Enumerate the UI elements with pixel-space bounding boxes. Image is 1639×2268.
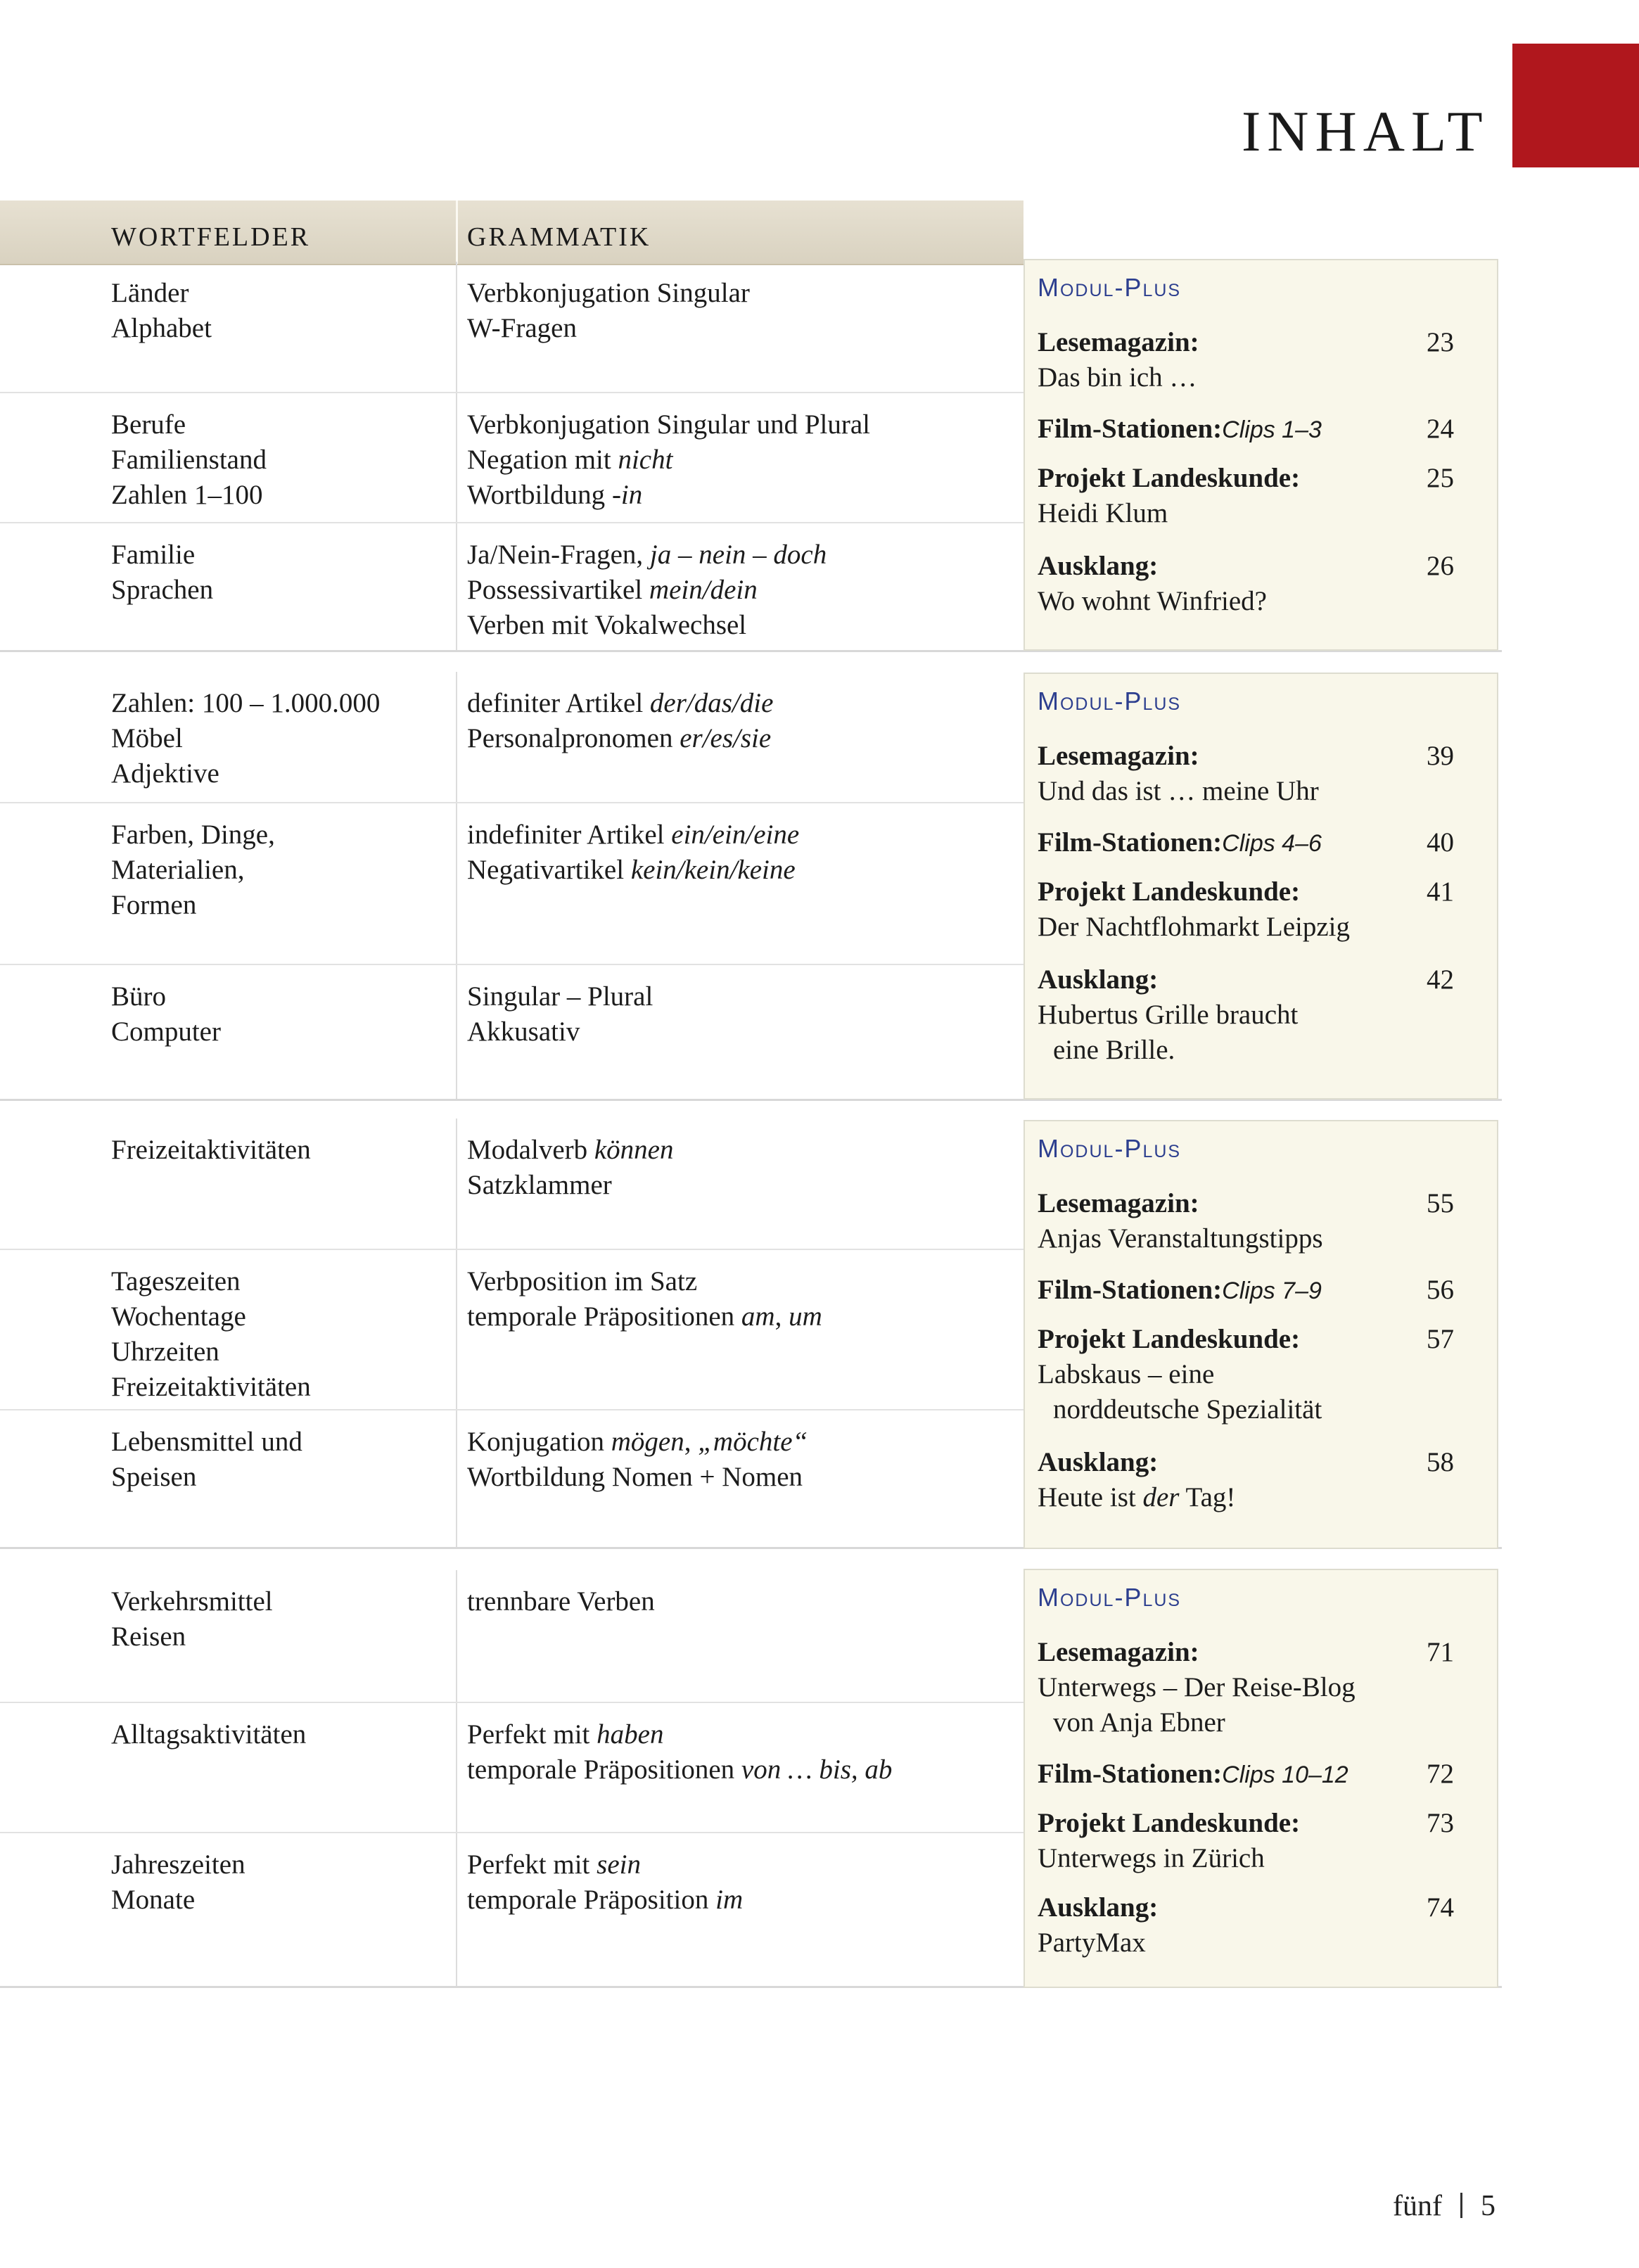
- grammatik-cell: [467, 1264, 1023, 1334]
- wortfeld-item: Jahreszeiten: [111, 1849, 245, 1880]
- grammatik-item: [467, 686, 1023, 721]
- wortfeld-item: Wochentage: [111, 1301, 246, 1332]
- grammatik-cell: [467, 1584, 1023, 1619]
- wortfeld-item: Lebensmittel und: [111, 1427, 302, 1457]
- table-row: [0, 1119, 1023, 1249]
- grammatik-item: Singular – Plural: [467, 981, 653, 1012]
- grammatik-item: [467, 1882, 1023, 1918]
- text-part: Modalverb: [467, 1135, 594, 1165]
- page-title: INHALT: [1242, 99, 1489, 163]
- wortfeld-item: Uhrzeiten: [111, 1337, 219, 1367]
- grammatik-cell: [467, 537, 1023, 643]
- entry-label: Film-Stationen:: [1038, 1759, 1223, 1789]
- entry-heading: [1038, 325, 1488, 360]
- page-ref: 25: [1427, 463, 1454, 493]
- modul-plus-entry-ausklang[interactable]: [1038, 1445, 1488, 1515]
- entry-label: Lesemagazin:: [1038, 741, 1199, 771]
- entry-heading: [1038, 874, 1488, 910]
- entry-heading: [1038, 549, 1488, 584]
- modul-plus-entry-projekt[interactable]: [1038, 1806, 1488, 1876]
- italic-term: von … bis, ab: [741, 1754, 893, 1785]
- wortfeld-item: Familie: [111, 540, 196, 570]
- grammatik-cell: [467, 817, 1023, 888]
- grammatik-cell: [467, 276, 1023, 346]
- grammatik-item: [467, 817, 1023, 853]
- modul-plus-entry-ausklang[interactable]: [1038, 962, 1488, 1068]
- entry-heading: [1038, 1186, 1488, 1221]
- grammatik-item: Satzklammer: [467, 1170, 612, 1200]
- text-part: Perfekt mit: [467, 1849, 597, 1880]
- grammatik-cell: [467, 686, 1023, 756]
- entry-title: Heidi Klum: [1038, 498, 1168, 528]
- italic-term: der/das/die: [649, 688, 774, 718]
- table-row: [0, 1249, 1023, 1410]
- page-ref: 39: [1427, 741, 1454, 771]
- film-clips: Clips 4–6: [1222, 830, 1322, 857]
- modul-plus-entry-ausklang[interactable]: [1038, 549, 1488, 619]
- entry-label: Projekt Landeskunde:: [1038, 877, 1301, 907]
- page-number-word: fünf: [1393, 2190, 1442, 2222]
- text-part: definiter Artikel: [467, 688, 650, 718]
- modul-plus-box: [1023, 1120, 1498, 1549]
- page-ref: 73: [1427, 1808, 1454, 1838]
- wortfelder-cell: [111, 686, 442, 791]
- footer-divider: [1460, 2193, 1462, 2218]
- entry-heading: [1038, 1806, 1488, 1841]
- entry-title: Der Nachtflohmarkt Leipzig: [1038, 912, 1350, 942]
- wortfeld-item: Speisen: [111, 1462, 197, 1492]
- italic-term: im: [715, 1885, 744, 1915]
- entry-title: Unterwegs in Zürich: [1038, 1843, 1265, 1873]
- entry-label: Ausklang:: [1038, 1892, 1159, 1923]
- text-part: Personalpronomen: [467, 723, 680, 753]
- wortfeld-item: Büro: [111, 981, 166, 1012]
- wortfeld-item: Alphabet: [111, 313, 212, 343]
- wortfelder-cell: [111, 1584, 442, 1655]
- column-header-grammatik: GRAMMATIK: [467, 222, 651, 252]
- modul-plus-box: [1023, 259, 1498, 651]
- wortfeld-item: Monate: [111, 1885, 196, 1915]
- table-row: [0, 262, 1023, 392]
- table-row: [0, 392, 1023, 523]
- entry-heading: [1038, 461, 1488, 496]
- wortfeld-item: Verkehrsmittel: [111, 1586, 273, 1617]
- grammatik-cell: [467, 1425, 1023, 1495]
- italic-term: ja – nein – doch: [649, 540, 827, 570]
- table-row: [0, 964, 1023, 1102]
- italic-term: um: [789, 1301, 822, 1332]
- grammatik-item: Verbkonjugation Singular: [467, 278, 750, 308]
- page-ref: 72: [1427, 1759, 1454, 1789]
- film-clips: Clips 7–9: [1222, 1278, 1322, 1304]
- entry-label: Ausklang:: [1038, 551, 1159, 581]
- page-ref: 24: [1427, 414, 1454, 444]
- entry-heading: [1038, 825, 1488, 861]
- modul-plus-entry-film[interactable]: [1038, 1757, 1488, 1792]
- page-ref: 55: [1427, 1188, 1454, 1218]
- wortfeld-item: Adjektive: [111, 758, 219, 789]
- entry-title: Labskaus – eine: [1038, 1359, 1215, 1389]
- entry-label: Lesemagazin:: [1038, 1188, 1199, 1218]
- modul-plus-entry-lesemagazin[interactable]: [1038, 1635, 1488, 1740]
- grammatik-item: [467, 1717, 1023, 1752]
- modul-plus-entry-film[interactable]: [1038, 1273, 1488, 1308]
- entry-label: Film-Stationen:: [1038, 1275, 1223, 1305]
- grammatik-item: [467, 1133, 1023, 1168]
- text-part: Perfekt mit: [467, 1719, 597, 1750]
- italic-term: kein/kein/keine: [630, 855, 796, 885]
- entry-heading: [1038, 1757, 1488, 1792]
- text-part: indefiniter Artikel: [467, 820, 672, 850]
- text-part: Negation mit: [467, 445, 618, 475]
- text-part: ,: [684, 1427, 699, 1457]
- entry-label: Ausklang:: [1038, 1447, 1159, 1477]
- film-clips: Clips 1–3: [1222, 416, 1322, 443]
- table-row: [0, 672, 1023, 802]
- table-row: [0, 1832, 1023, 1989]
- italic-term: mein/dein: [649, 575, 758, 605]
- grammatik-item: [467, 1299, 1023, 1334]
- grammatik-item: Wortbildung Nomen + Nomen: [467, 1462, 803, 1492]
- wortfelder-cell: [111, 1425, 442, 1495]
- wortfelder-cell: [111, 276, 442, 346]
- entry-label: Film-Stationen:: [1038, 414, 1223, 444]
- column-header-bar: [0, 200, 1023, 265]
- grammatik-item: [467, 1425, 1023, 1460]
- grammatik-item: [467, 537, 1023, 573]
- entry-title: Anjas Veranstaltungstipps: [1038, 1223, 1323, 1254]
- italic-term: mögen: [611, 1427, 684, 1457]
- italic-term: -in: [611, 480, 643, 510]
- text-part: Ja/Nein-Fragen,: [467, 540, 650, 570]
- page-ref: 71: [1427, 1637, 1454, 1667]
- entry-title: PartyMax: [1038, 1928, 1146, 1958]
- grammatik-item: [467, 478, 1023, 513]
- modul-plus-entry-projekt[interactable]: [1038, 461, 1488, 531]
- page-ref: 40: [1427, 827, 1454, 858]
- entry-heading: [1038, 1322, 1488, 1357]
- wortfelder-cell: [111, 1717, 442, 1752]
- entry-title: norddeutsche Spezialität: [1053, 1394, 1322, 1425]
- text-part: Negativartikel: [467, 855, 631, 885]
- modul-plus-box: [1023, 1569, 1498, 1988]
- wortfeld-item: Computer: [111, 1017, 221, 1047]
- entry-label: Film-Stationen:: [1038, 827, 1223, 858]
- wortfeld-item: Familienstand: [111, 445, 267, 475]
- entry-heading: [1038, 1273, 1488, 1308]
- grammatik-item: Akkusativ: [467, 1017, 580, 1047]
- text-part: Konjugation: [467, 1427, 611, 1457]
- wortfeld-item: Möbel: [111, 723, 183, 753]
- entry-title: Das bin ich …: [1038, 362, 1197, 393]
- grammatik-item: [467, 573, 1023, 608]
- text-part: Wortbildung: [467, 480, 612, 510]
- table-row: [0, 1570, 1023, 1702]
- modul-plus-heading: Modul-Plus: [1038, 273, 1182, 302]
- entry-heading: [1038, 1445, 1488, 1480]
- wortfeld-item: Freizeitaktivitäten: [111, 1372, 311, 1402]
- modul-plus-entry-ausklang[interactable]: [1038, 1890, 1488, 1961]
- page-ref: 41: [1427, 877, 1454, 907]
- italic-term: sein: [597, 1849, 641, 1880]
- grammatik-item: W-Fragen: [467, 313, 577, 343]
- wortfeld-item: Länder: [111, 278, 189, 308]
- grammatik-item: trennbare Verben: [467, 1586, 655, 1617]
- grammatik-item: Verbkonjugation Singular und Plural: [467, 409, 871, 440]
- text-part: Tag!: [1179, 1482, 1236, 1512]
- column-header-wortfelder: WORTFELDER: [111, 222, 311, 252]
- text-part: temporale Präpositionen: [467, 1754, 741, 1785]
- page-ref: 23: [1427, 327, 1454, 357]
- entry-heading: [1038, 962, 1488, 998]
- modul-plus-entry-lesemagazin[interactable]: [1038, 1186, 1488, 1256]
- text-part: ,: [774, 1301, 789, 1332]
- wortfelder-cell: [111, 1847, 442, 1918]
- grammatik-item: Verbposition im Satz: [467, 1266, 698, 1297]
- italic-term: er/es/sie: [680, 723, 772, 753]
- text-part: temporale Präpositionen: [467, 1301, 741, 1332]
- entry-title: Und das ist … meine Uhr: [1038, 776, 1319, 806]
- page-footer: [1393, 2189, 1495, 2223]
- entry-heading: [1038, 739, 1488, 774]
- grammatik-cell: [467, 1133, 1023, 1203]
- entry-title: eine Brille.: [1053, 1035, 1175, 1065]
- modul-plus-entry-film[interactable]: [1038, 412, 1488, 447]
- entry-heading: [1038, 412, 1488, 447]
- modul-plus-heading: Modul-Plus: [1038, 687, 1182, 715]
- entry-label: Lesemagazin:: [1038, 1637, 1199, 1667]
- wortfeld-item: Alltagsaktivitäten: [111, 1719, 307, 1750]
- entry-title: Unterwegs – Der Reise-Blog: [1038, 1672, 1356, 1702]
- entry-label: Projekt Landeskunde:: [1038, 463, 1301, 493]
- modul-plus-entry-projekt[interactable]: [1038, 1322, 1488, 1427]
- text-part: Possessivartikel: [467, 575, 649, 605]
- table-row: [0, 802, 1023, 965]
- wortfeld-item: Tageszeiten: [111, 1266, 241, 1297]
- entry-title: Wo wohnt Winfried?: [1038, 586, 1267, 616]
- italic-term: können: [594, 1135, 674, 1165]
- italic-term: der: [1142, 1482, 1180, 1512]
- page-ref: 56: [1427, 1275, 1454, 1305]
- entry-heading: [1038, 1890, 1488, 1925]
- grammatik-item: [467, 853, 1023, 888]
- wortfelder-cell: [111, 979, 442, 1050]
- wortfeld-item: Reisen: [111, 1622, 186, 1652]
- chapter-tab-marker: [1512, 44, 1639, 167]
- entry-label: Lesemagazin:: [1038, 327, 1199, 357]
- wortfeld-item: Berufe: [111, 409, 186, 440]
- italic-term: am: [741, 1301, 775, 1332]
- table-row: [0, 522, 1023, 654]
- wortfelder-cell: [111, 537, 442, 608]
- modul-plus-heading: Modul-Plus: [1038, 1583, 1182, 1612]
- grammatik-item: [467, 1752, 1023, 1788]
- page-ref: 58: [1427, 1447, 1454, 1477]
- page-ref: 26: [1427, 551, 1454, 581]
- wortfeld-item: Zahlen: 100 – 1.000.000: [111, 688, 381, 718]
- wortfelder-cell: [111, 1133, 442, 1168]
- entry-label: Projekt Landeskunde:: [1038, 1808, 1301, 1838]
- entry-heading: [1038, 1635, 1488, 1670]
- italic-term: ein/ein/eine: [671, 820, 800, 850]
- modul-plus-heading: Modul-Plus: [1038, 1134, 1182, 1163]
- grammatik-cell: [467, 1847, 1023, 1918]
- grammatik-item: Verben mit Vokalwechsel: [467, 610, 747, 640]
- entry-title: Hubertus Grille braucht: [1038, 1000, 1299, 1030]
- wortfelder-cell: [111, 1264, 442, 1405]
- entry-title: von Anja Ebner: [1053, 1707, 1225, 1738]
- entry-label: Projekt Landeskunde:: [1038, 1324, 1301, 1354]
- text-part: Heute ist: [1038, 1482, 1143, 1512]
- grammatik-item: [467, 721, 1023, 756]
- wortfeld-item: Freizeitaktivitäten: [111, 1135, 311, 1165]
- grammatik-cell: [467, 407, 1023, 513]
- grammatik-item: [467, 1847, 1023, 1882]
- grammatik-cell: [467, 1717, 1023, 1788]
- entry-title: [1038, 1480, 1488, 1515]
- text-part: temporale Präposition: [467, 1885, 716, 1915]
- wortfeld-item: Zahlen 1–100: [111, 480, 263, 510]
- wortfelder-cell: [111, 817, 442, 923]
- grammatik-cell: [467, 979, 1023, 1050]
- modul-plus-entry-projekt[interactable]: [1038, 874, 1488, 945]
- wortfeld-item: Farben, Dinge,: [111, 820, 275, 850]
- page-ref: 74: [1427, 1892, 1454, 1923]
- wortfeld-item: Materialien,: [111, 855, 245, 885]
- entry-label: Ausklang:: [1038, 964, 1159, 995]
- modul-plus-entry-lesemagazin[interactable]: [1038, 325, 1488, 395]
- page-ref: 42: [1427, 964, 1454, 995]
- wortfelder-cell: [111, 407, 442, 513]
- italic-term: „möchte“: [698, 1427, 808, 1457]
- italic-term: nicht: [618, 445, 673, 475]
- column-header-divider: [456, 200, 458, 264]
- grammatik-item: [467, 442, 1023, 478]
- italic-term: haben: [597, 1719, 664, 1750]
- modul-plus-entry-film[interactable]: [1038, 825, 1488, 861]
- modul-plus-entry-lesemagazin[interactable]: [1038, 739, 1488, 809]
- film-clips: Clips 10–12: [1222, 1761, 1348, 1788]
- modul-plus-box: [1023, 673, 1498, 1100]
- page-number: 5: [1480, 2190, 1495, 2222]
- wortfeld-item: Sprachen: [111, 575, 214, 605]
- table-row: [0, 1702, 1023, 1833]
- page-ref: 57: [1427, 1324, 1454, 1354]
- table-row: [0, 1409, 1023, 1550]
- wortfeld-item: Formen: [111, 890, 197, 920]
